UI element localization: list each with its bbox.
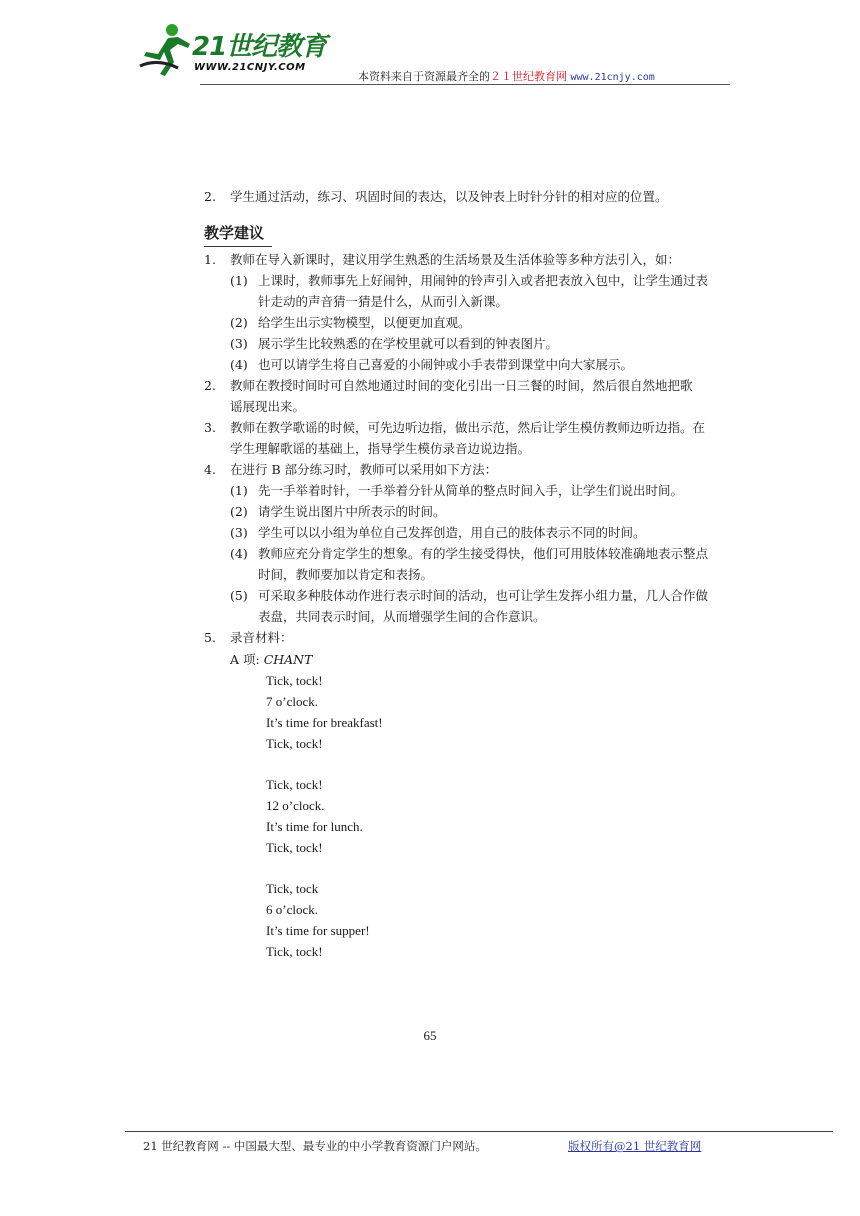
- verse-gap: [266, 858, 764, 878]
- lyric-line: Tick, tock!: [266, 736, 323, 751]
- verse: [266, 878, 764, 962]
- item-number: 4.: [204, 462, 216, 477]
- item-text: 学生通过活动，练习、巩固时间的表达，以及钟表上时针分针的相对应的位置。: [230, 189, 668, 204]
- sub-item-number: (3): [230, 336, 248, 351]
- header-note: [358, 68, 655, 84]
- item-number: 2.: [204, 189, 216, 204]
- sub-item-continuation: 表盘，共同表示时间，从而增强学生间的合作意识。: [258, 609, 546, 624]
- chant-heading: [204, 649, 764, 670]
- sub-item-text: 给学生出示实物模型，以便更加直观。: [258, 315, 471, 330]
- running-figure-icon: [138, 22, 194, 78]
- header-note-prefix: 本资料来自于资源最齐全的: [358, 70, 490, 83]
- sub-item-number: (2): [230, 504, 248, 519]
- sub-item-number: (4): [230, 546, 248, 561]
- sub-item-text: 先一手举着时针，一手举着分针从简单的整点时间入手，让学生们说出时间。: [258, 483, 684, 498]
- sub-list-item: [204, 522, 764, 543]
- section-title: 教学建议: [204, 224, 265, 242]
- item-text: 教师在教学歌谣的时候，可先边听边指，做出示范，然后让学生模仿教师边听边指。在: [230, 420, 706, 435]
- lyric-line: 6 o’clock.: [266, 902, 318, 917]
- item-text: 录音材料：: [230, 630, 293, 645]
- lyric-line: Tick, tock!: [266, 673, 323, 688]
- lyric-line: 7 o’clock.: [266, 694, 318, 709]
- header-note-site: ２１世纪教育网: [490, 70, 567, 83]
- page-header: [0, 0, 860, 90]
- sub-list-item: [204, 333, 764, 354]
- header-divider: [200, 84, 730, 85]
- list-item: [204, 627, 764, 648]
- verse-gap: [266, 754, 764, 774]
- lyric-line: 12 o’clock.: [266, 798, 325, 813]
- logo-text: 21世纪教育: [192, 32, 327, 62]
- sub-item-text: 学生可以以小组为单位自己发挥创造，用自己的肢体表示不同的时间。: [258, 525, 646, 540]
- sub-item-text: 展示学生比较熟悉的在学校里就可以看到的钟表图片。: [258, 336, 559, 351]
- sub-item-number: (1): [230, 483, 248, 498]
- sub-list-item: [204, 270, 764, 291]
- item-continuation: 学生理解歌谣的基础上，指导学生模仿录音边说边指。: [230, 441, 531, 456]
- lyric-line: Tick, tock!: [266, 777, 323, 792]
- lyric-line: Tick, tock!: [266, 840, 323, 855]
- sub-item-number: (5): [230, 588, 248, 603]
- sub-item-continuation: 时间，教师要加以肯定和表扬。: [258, 567, 434, 582]
- sub-list-item: [204, 312, 764, 333]
- verse: [266, 774, 764, 858]
- verse: [266, 670, 764, 754]
- item-text: 教师在教授时间时可自然地通过时间的变化引出一日三餐的时间，然后很自然地把歌: [230, 378, 693, 393]
- sub-item-text: 上课时，教师事先上好闹钟，用闹钟的铃声引入或者把表放入包中，让学生通过表: [258, 273, 709, 288]
- list-item: [204, 459, 764, 480]
- item-continuation: 谣展现出来。: [230, 399, 306, 414]
- sub-item-number: (3): [230, 525, 248, 540]
- sub-list-item: [204, 354, 764, 375]
- chant-title: CHANT: [263, 652, 313, 667]
- lyric-line: It’s time for lunch.: [266, 819, 363, 834]
- logo-url: WWW.21CNJY.COM: [194, 62, 306, 73]
- sub-item-number: (4): [230, 357, 248, 372]
- section-underline: [204, 246, 272, 247]
- page-number: 65: [423, 1028, 437, 1043]
- lyric-line: Tick, tock!: [266, 944, 323, 959]
- item-number: 1.: [204, 252, 216, 267]
- lyric-line: It’s time for supper!: [266, 923, 370, 938]
- sub-item-text: 请学生说出图片中所表示的时间。: [258, 504, 446, 519]
- list-item: [204, 249, 764, 270]
- copyright-link[interactable]: 版权所有@21 世纪教育网: [568, 1139, 702, 1153]
- sub-list-item: [204, 585, 764, 606]
- footer-text: 21 世纪教育网 -- 中国最大型、最专业的中小学教育资源门户网站。: [143, 1139, 487, 1153]
- sub-item-text: 也可以请学生将自己喜爱的小闹钟或小手表带到课堂中向大家展示。: [258, 357, 634, 372]
- item-text: 教师在导入新课时，建议用学生熟悉的生活场景及生活体验等多种方法引入，如：: [230, 252, 681, 267]
- sub-item-number: (2): [230, 315, 248, 330]
- item-text: 在进行 B 部分练习时，教师可以采用如下方法：: [230, 462, 498, 477]
- sub-item-text: 可采取多种肢体动作进行表示时间的活动，也可让学生发挥小组力量，几人合作做: [258, 588, 709, 603]
- sub-list-item: [204, 480, 764, 501]
- footer-divider: [125, 1131, 833, 1132]
- lyric-line: Tick, tock: [266, 881, 319, 896]
- logo: [138, 22, 338, 82]
- sub-list-item: [204, 543, 764, 564]
- item-number: 2.: [204, 378, 216, 393]
- item-number: 3.: [204, 420, 216, 435]
- list-item: [204, 186, 764, 207]
- list-item: [204, 375, 764, 396]
- item-number: 5.: [204, 630, 216, 645]
- sub-list-item: [204, 501, 764, 522]
- page-content: [204, 186, 764, 962]
- sub-item-text: 教师应充分肯定学生的想象。有的学生接受得快，他们可用肢体较准确地表示整点: [258, 546, 709, 561]
- chant-lyrics: [204, 670, 764, 962]
- list-item: [204, 417, 764, 438]
- chant-label: A 项:: [230, 652, 264, 667]
- header-note-url[interactable]: www.21cnjy.com: [570, 72, 655, 83]
- lyric-line: It’s time for breakfast!: [266, 715, 383, 730]
- sub-item-number: (1): [230, 273, 248, 288]
- sub-item-continuation: 针走动的声音猜一猜是什么，从而引入新课。: [258, 294, 509, 309]
